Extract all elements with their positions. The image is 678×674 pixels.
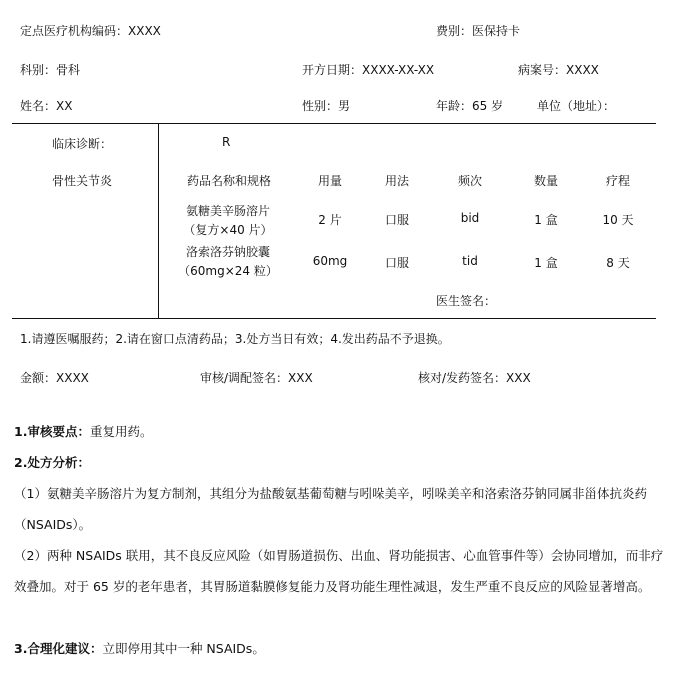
- rx-bottom-border: [12, 318, 656, 319]
- prescription-date: 开方日期：XXXX-XX-XX: [302, 63, 435, 77]
- patient-gender: 性别：男: [302, 99, 351, 113]
- doctor-signature: 医生签名：: [436, 294, 497, 308]
- rx-symbol: R: [222, 135, 231, 149]
- suggestion-text: 立即停用其中一种 NSAIDs。: [102, 641, 265, 656]
- patient-age: 年龄：65 岁: [436, 99, 504, 113]
- rx-top-border: [12, 123, 656, 124]
- fee-type: 费别：医保持卡: [436, 24, 521, 38]
- suggestion-label: 3.合理化建议：: [14, 641, 103, 656]
- col-header-route: 用法: [384, 174, 409, 188]
- rx-divider: [158, 123, 159, 318]
- drug-spec: （60mg×24 粒）: [178, 264, 278, 278]
- drug-route: 口服: [384, 213, 409, 227]
- col-header-drug: 药品名称和规格: [186, 174, 271, 188]
- drug-route: 口服: [384, 256, 409, 270]
- drug-dose: 2 片: [318, 213, 342, 227]
- case-number: 病案号：XXXX: [518, 63, 599, 77]
- drug-name: 氨糖美辛肠溶片: [185, 204, 270, 218]
- drug-spec: （复方×40 片）: [183, 223, 273, 237]
- drug-course: 8 天: [606, 256, 630, 270]
- notice-text: 1.请遵医嘱服药；2.请在窗口点清药品；3.处方当日有效；4.发出药品不予退换。: [20, 332, 450, 346]
- analysis-paragraph-2: （2）两种 NSAIDs 联用，其不良反应风险（如胃肠道损伤、出血、肾功能损害、心血管事件等）会协同增加，而非疗效叠加。对于 65 岁的老年患者，其胃肠道黏膜修复能力及肾功能生理性减退，发生严重不良反应的风险显著增高。: [14, 548, 664, 594]
- analysis-label: 2.处方分析：: [14, 455, 90, 470]
- drug-quantity: 1 盒: [534, 256, 558, 270]
- diagnosis-label: 临床诊断：: [52, 137, 113, 151]
- review-point-text: 重复用药。: [89, 424, 153, 439]
- review-signature: 审核/调配签名：XXX: [200, 371, 313, 385]
- review-point: [14, 416, 664, 447]
- amount: 金额：XXXX: [20, 371, 89, 385]
- col-header-frequency: 频次: [457, 174, 482, 188]
- suggestion: [14, 633, 664, 664]
- drug-quantity: 1 盒: [534, 213, 558, 227]
- drug-frequency: bid: [460, 211, 480, 225]
- institution-code: 定点医疗机构编码：XXXX: [20, 24, 161, 38]
- col-header-dose: 用量: [317, 174, 342, 188]
- analysis-heading: [14, 447, 664, 478]
- patient-name: 姓名：XX: [20, 99, 73, 113]
- review-point-label: 1.审核要点：: [14, 424, 90, 439]
- drug-name: 洛索洛芬钠胶囊: [185, 245, 270, 259]
- col-header-quantity: 数量: [533, 174, 558, 188]
- drug-dose: 60mg: [312, 254, 348, 268]
- col-header-course: 疗程: [605, 174, 630, 188]
- analysis-paragraph-1: （1）氨糖美辛肠溶片为复方制剂，其组分为盐酸氨基葡萄糖与吲哚美辛，吲哚美辛和洛索洛芬钠同属非甾体抗炎药（NSAIDs）。: [14, 486, 647, 532]
- dispense-signature: 核对/发药签名：XXX: [418, 371, 531, 385]
- drug-frequency: tid: [462, 254, 478, 268]
- patient-unit: 单位（地址）：: [537, 99, 616, 113]
- diagnosis-value: 骨性关节炎: [52, 174, 113, 188]
- drug-course: 10 天: [602, 213, 634, 227]
- department: 科别：骨科: [20, 63, 81, 77]
